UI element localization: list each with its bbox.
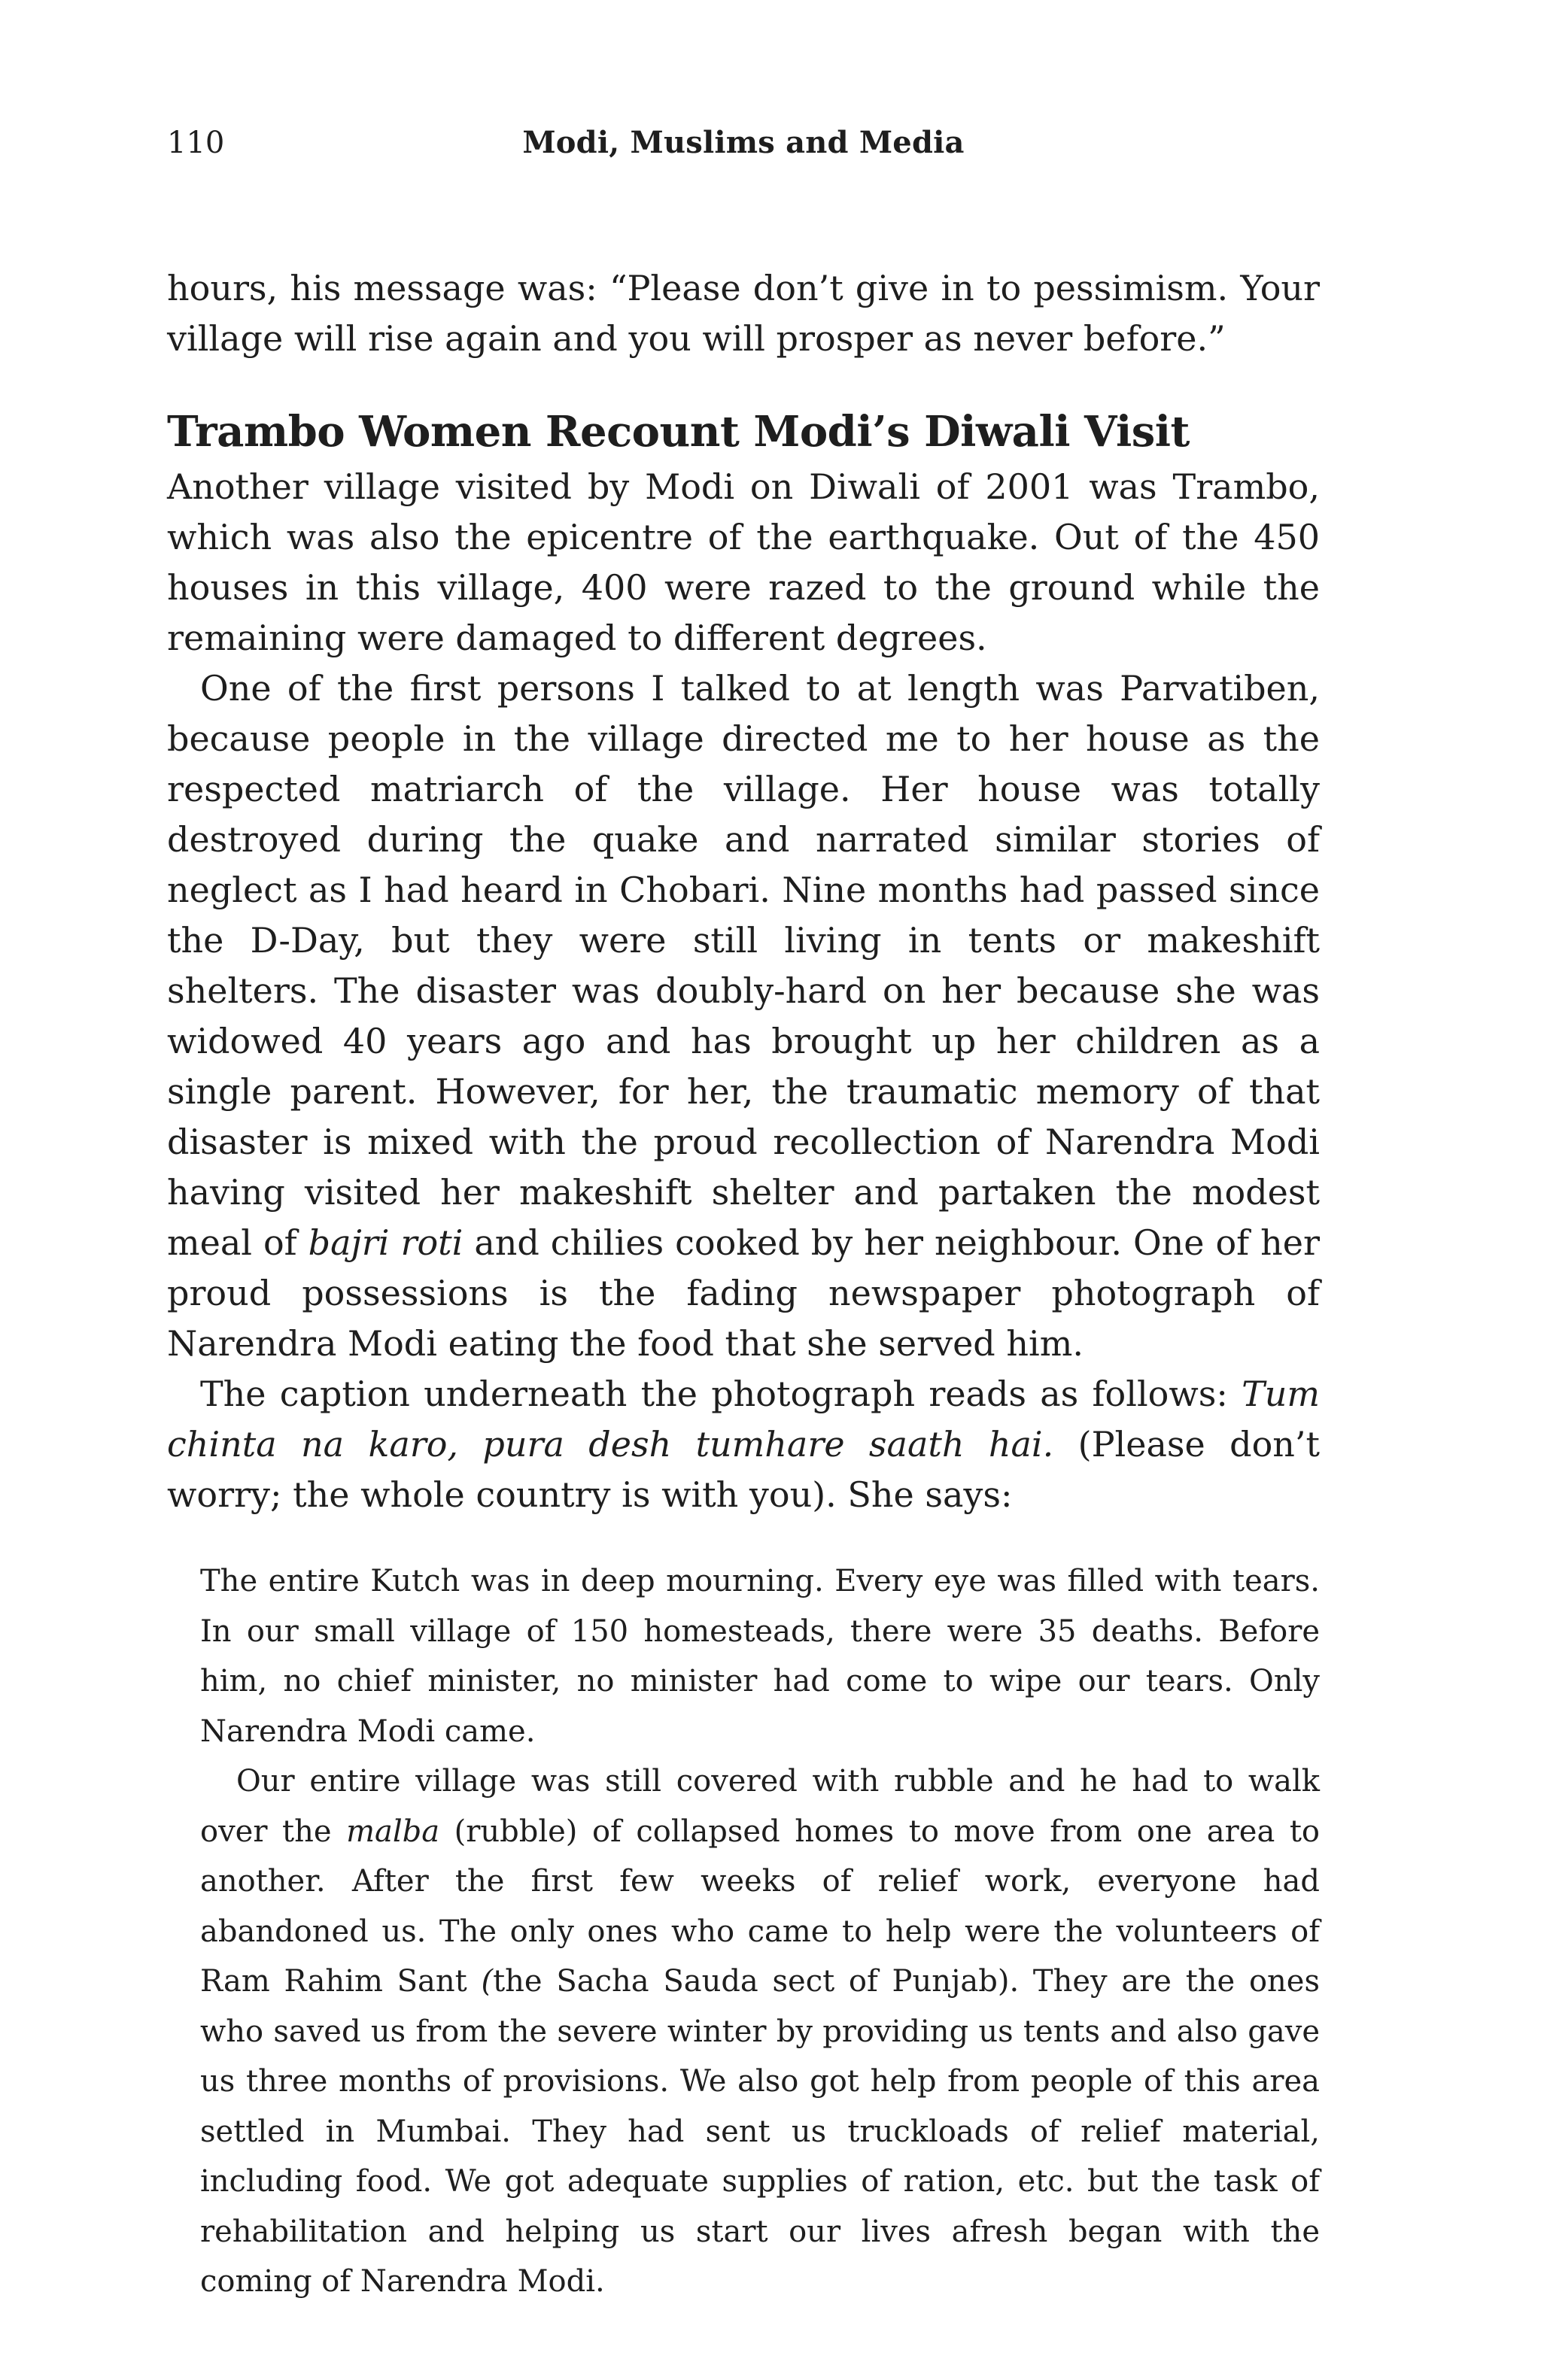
quote-text: the Sacha Sauda sect of Punjab). They are the ones who saved us from the severe winter by providing us tents and also gave us three months of provisions. We also got help from people of this area settled in Mumbai. They had sent us truckloads of relief material, including food. We got adequate supplies of ration, etc. but the task of rehabilitation and helping us start our lives afresh began with the coming of Narendra Modi. (200, 1964, 1320, 2299)
opening-paragraph: hours, his message was: “Please don’t give in to pessimism. Your village will rise again and you will prosper as never before.” (167, 268, 1320, 359)
italic-caption: Tum chinta na karo, pura desh tumhare saath hai. (167, 1374, 1320, 1465)
quote-text: (rubble) of collapsed homes to move from one area to another. After the first few weeks of relief work, everyone had abandoned us. The only ones who came to help were the volunteers of Ram Rahim Sant (200, 1814, 1320, 1999)
body-text (167, 263, 1320, 2307)
paragraph-parvatiben (167, 663, 1320, 1369)
quote-paragraph-1: The entire Kutch was in deep mourning. Every eye was filled with tears. In our small village of 150 homesteads, there were 35 deaths. Before him, no chief minister, no minister had come to wipe our tears. Only Narendra Modi came. (200, 1564, 1320, 1749)
paragraph-text: (Please don’t worry; the whole country is with you). She says: (167, 1424, 1320, 1515)
paragraph-caption (167, 1369, 1320, 1520)
running-title: Modi, Muslims and Media (522, 125, 965, 160)
quote-paragraph-2 (200, 1756, 1320, 2307)
paragraph-text: and chilies cooked by her neighbour. One of her proud possessions is the fading newspaper photograph of Narendra Modi eating the food that she served him. (167, 1222, 1321, 1364)
quote-text: Our entire village was still covered with rubble and he had to walk over the (200, 1764, 1320, 1849)
paragraph-text: The caption underneath the photograph reads as follows: (200, 1374, 1242, 1414)
section-heading: Trambo Women Recount Modi’s Diwali Visit (167, 407, 1190, 457)
running-head (167, 120, 1320, 165)
italic-term: malba (346, 1814, 440, 1849)
block-quote (167, 1556, 1320, 2307)
paragraph-trambo-intro: Another village visited by Modi on Diwali of 2001 was Trambo, which was also the epicentre of the earthquake. Out of the 450 houses in this village, 400 were razed to the ground while the remaining were damaged to different degrees. (167, 466, 1320, 658)
paragraph-text: One of the first persons I talked to at length was Parvatiben, because people in the village directed me to her house as the respected matriarch of the village. Her house was totally destroyed during the quake and narrated similar stories of neglect as I had heard in Chobari. Nine months had passed since the D-Day, but they were still living in tents or makeshift shelters. The disaster was doubly-hard on her because she was widowed 40 years ago and has brought up her children as a single parent. However, for her, the traumatic memory of that disaster is mixed with the proud recollection of Narendra Modi having visited her makeshift shelter and partaken the modest meal of (167, 668, 1320, 1263)
page-number: 110 (167, 126, 225, 160)
italic-paren: ( (481, 1964, 494, 1999)
italic-term: bajri roti (308, 1222, 464, 1263)
